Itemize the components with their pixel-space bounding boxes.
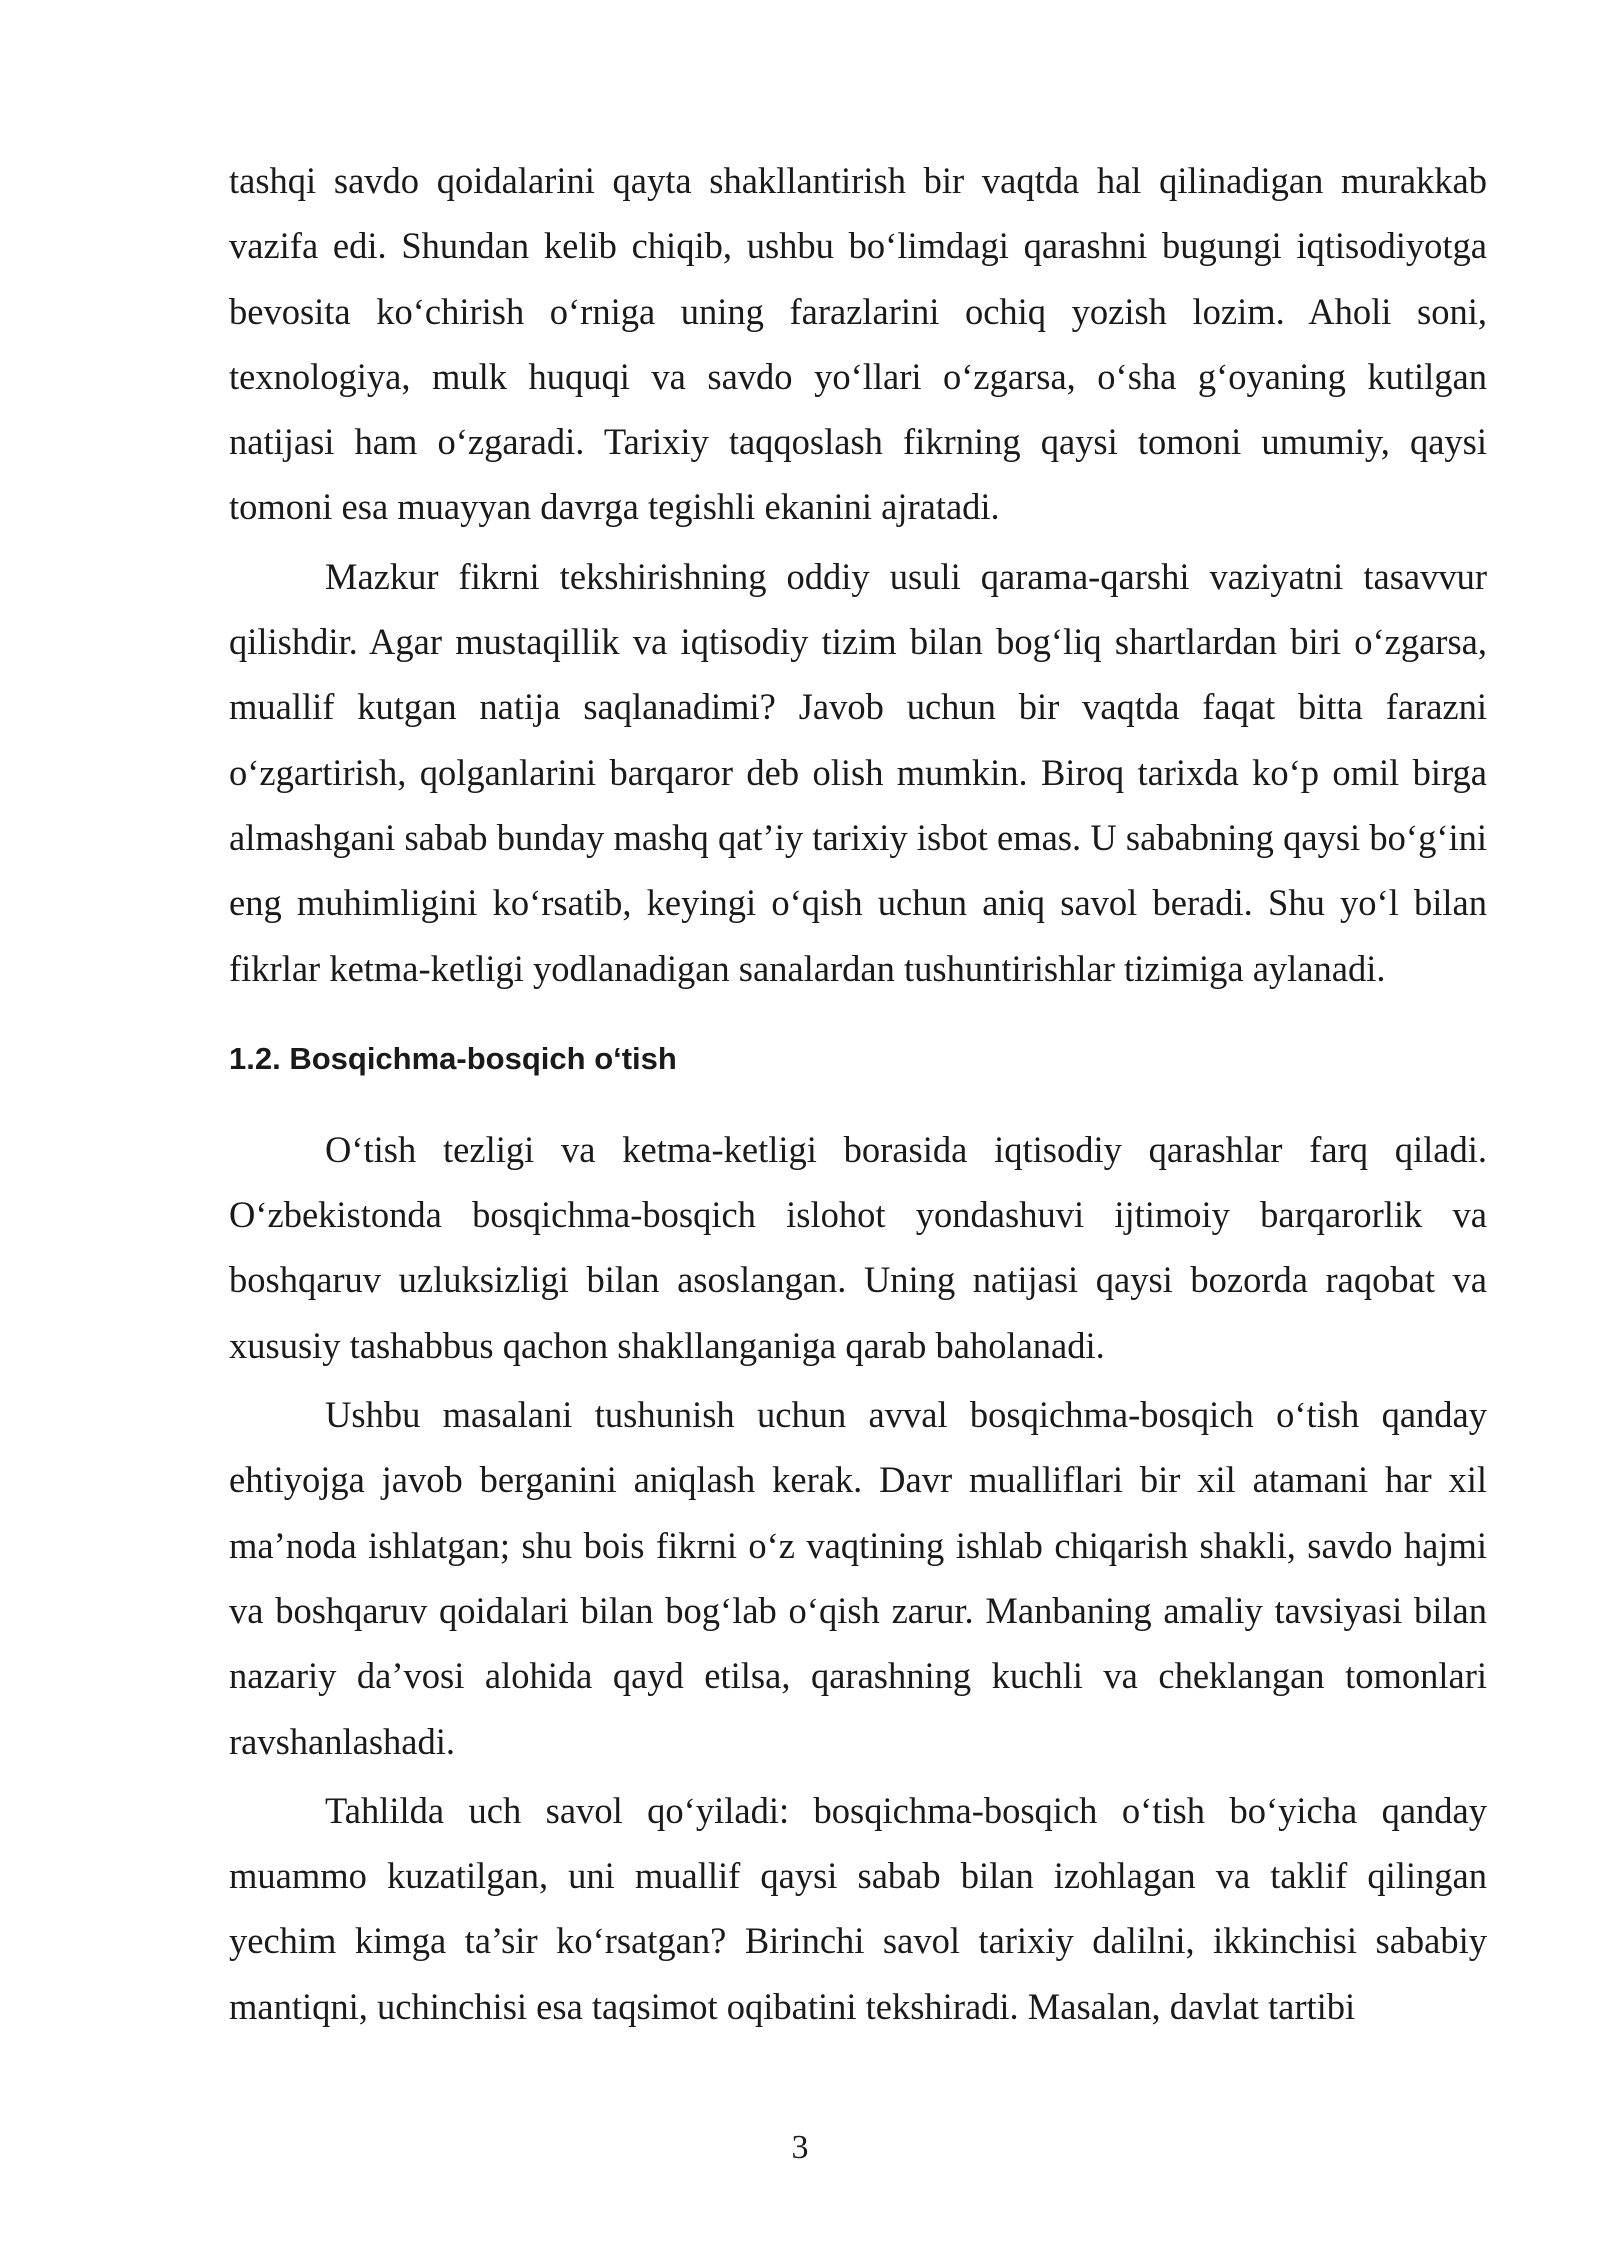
body-paragraph: Ushbu masalani tushunish uchun avval bosqichma-bosqich o‘tish qanday ehtiyojga javob berganini aniqlash kerak. Davr mualliflari bir xil atamani har xil ma’noda ishlatgan; shu bois fikrni o‘z vaqtining ishlab chiqarish shakli, savdo hajmi va boshqaruv qoidalari bilan bog‘lab o‘qish zarur. Manbaning amaliy tavsiyasi bilan nazariy da’vosi alohida qayd etilsa, qarashning kuchli va cheklangan tomonlari ravshanlashadi. (229, 1394, 1487, 1762)
body-paragraph: Tahlilda uch savol qo‘yiladi: bosqichma-bosqich o‘tish bo‘yicha qanday muammo kuzatilgan, uni muallif qaysi sabab bilan izohlagan va taklif qilingan yechim kimga ta’sir ko‘rsatgan? Birinchi savol tarixiy dalilni, ikkinchisi sababiy mantiqni, uchinchisi esa taqsimot oqibatini tekshiradi. Masalan, davlat tartibi (229, 1789, 1487, 2027)
page-number: 3 (791, 2129, 809, 2166)
body-paragraph: tashqi savdo qoidalarini qayta shakllantirish bir vaqtda hal qilinadigan murakkab vazifa edi. Shundan kelib chiqib, ushbu bo‘limdagi qarashni bugungi iqtisodiyotga bevosita ko‘chirish o‘rniga uning farazlarini ochiq yozish lozim. Aholi soni, texnologiya, mulk huquqi va savdo yo‘llari o‘zgarsa, o‘sha g‘oyaning kutilgan natijasi ham o‘zgaradi. Tarixiy taqqoslash fikrning qaysi tomoni umumiy, qaysi tomoni esa muayyan davrga tegishli ekanini ajratadi. (229, 160, 1487, 528)
body-paragraph: O‘tish tezligi va ketma-ketligi borasida iqtisodiy qarashlar farq qiladi. O‘zbekistonda bosqichma-bosqich islohot yondashuvi ijtimoiy barqarorlik va boshqaruv uzluksizligi bilan asoslangan. Uning natijasi qaysi bozorda raqobat va xususiy tashabbus qachon shakllanganiga qarab baholanadi. (229, 1128, 1487, 1366)
body-paragraph: Mazkur fikrni tekshirishning oddiy usuli qarama-qarshi vaziyatni tasavvur qilishdir. Agar mustaqillik va iqtisodiy tizim bilan bog‘liq shartlardan biri o‘zgarsa, muallif kutgan natija saqlanadimi? Javob uchun bir vaqtda faqat bitta farazni o‘zgartirish, qolganlarini barqaror deb olish mumkin. Biroq tarixda ko‘p omil birga almashgani sabab bunday mashq qat’iy tarixiy isbot emas. U sababning qaysi bo‘g‘ini eng muhimligini ko‘rsatib, keyingi o‘qish uchun aniq savol beradi. Shu yo‘l bilan fikrlar ketma-ketligi yodlanadigan sanalardan tushuntirishlar tizimiga aylanadi. (229, 555, 1487, 989)
section-heading: 1.2. Bosqichma-bosqich o‘tish (229, 1040, 677, 1076)
page-body (229, 148, 1487, 2039)
